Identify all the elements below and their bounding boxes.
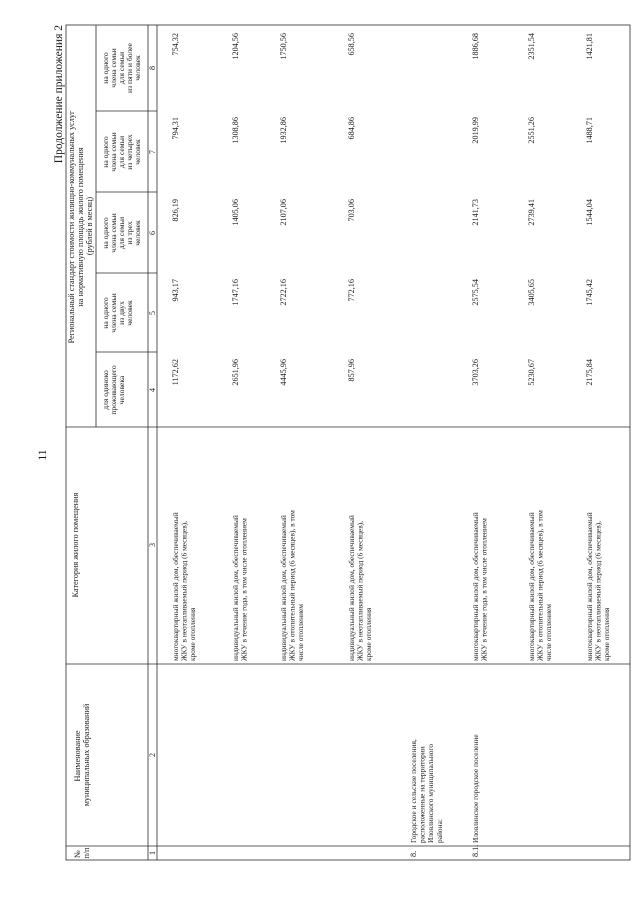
cost-value: 772,16: [347, 279, 356, 302]
cost-value: 4445,96: [279, 359, 288, 386]
subcolumn-header-5: на одногочлена семьииз двухчеловек: [101, 293, 134, 333]
cost-value: 1421,81: [585, 33, 594, 60]
subcolumn-header-6: на одногочлена семьидля семьииз трехчеловек: [101, 213, 142, 253]
column-number: 2: [148, 753, 157, 757]
cost-value: 1544,04: [585, 199, 594, 226]
column-number: 8: [148, 66, 157, 70]
table-row: [231, 33, 249, 661]
subcolumn-header-4: для одинокопроживающегочеловека: [101, 365, 126, 415]
table-row: [527, 33, 553, 661]
header-col-name: Наименование муниципальных образований: [73, 703, 91, 807]
cost-value: 2739,41: [527, 199, 536, 226]
cost-value: 2175,84: [585, 359, 594, 386]
cost-value: 2141,73: [471, 199, 480, 226]
cost-value: 3405,65: [527, 279, 536, 306]
cost-value: 857,96: [347, 359, 356, 382]
cost-value: 1886,68: [471, 33, 480, 60]
municipality-name: Иловлинское городское поселение: [471, 734, 480, 843]
cost-value: 2651,96: [231, 359, 240, 386]
header-subcolumns: [101, 42, 142, 414]
column-number: 1: [148, 851, 157, 855]
cost-value: 703,06: [347, 199, 356, 222]
cost-value: 794,31: [171, 117, 180, 140]
housing-category: индивидуальный жилой дом, обеспечиваемыйЖКУ в отопительный период (6 месяцев), в томчисле отоплением: [279, 510, 306, 661]
cost-value: 2019,99: [471, 117, 480, 144]
table-body: [171, 33, 640, 857]
cost-value: 1308,86: [231, 117, 240, 144]
cost-value: 2551,26: [527, 117, 536, 144]
table-header: [67, 42, 157, 858]
cost-value: 2107,06: [279, 199, 288, 226]
column-number: 6: [148, 231, 157, 235]
cost-value: 943,17: [171, 279, 180, 302]
cost-value: 3703,26: [471, 359, 480, 386]
column-number: 4: [148, 388, 157, 392]
cost-value: 1488,71: [585, 117, 594, 144]
header-col-category: Категория жилого помещения: [71, 492, 80, 598]
appendix-label: Продолжение приложения 2: [53, 25, 65, 164]
housing-category: многоквартирный жилой дом, обеспечиваемыйЖКУ в течение года, в том числе отоплением: [471, 512, 489, 661]
column-number: 7: [148, 150, 157, 154]
municipality-name: Городское и сельские поселения,расположенные на территорииИловлинского муниципальногорайона:: [409, 739, 444, 843]
cost-value: 2575,54: [471, 279, 480, 306]
cost-value: 1932,86: [279, 117, 288, 144]
cost-value: 5230,67: [527, 359, 536, 386]
cost-value: 658,56: [347, 33, 356, 56]
column-number: 3: [148, 543, 157, 547]
table-row: [585, 33, 611, 661]
housing-category: многоквартирный жилой дом, обеспечиваемыйЖКУ в неотапливаемый период (6 месяцев),кроме отопления: [585, 512, 612, 661]
subcolumn-header-7: на одногочлена семьидля семьииз четырехчеловек: [101, 132, 142, 172]
cost-value: 684,86: [347, 117, 356, 140]
table-row: [347, 33, 373, 661]
row-number: 8.: [409, 850, 418, 857]
cost-value: 2722,16: [279, 279, 288, 306]
cost-value: 1405,06: [231, 199, 240, 226]
cost-value: 1745,42: [585, 279, 594, 306]
table-row: [279, 33, 305, 661]
housing-category: многоквартирный жилой дом, обеспечиваемыйЖКУ в неотапливаемый период (6 месяцев),кроме отопления: [171, 512, 198, 661]
cost-value: 1750,56: [279, 33, 288, 60]
cost-value: 1172,62: [171, 359, 180, 386]
page-number: 11: [37, 449, 49, 461]
subcolumn-header-8: на одногочлена семьидля семьииз пяти и болеечеловек: [101, 43, 142, 93]
cost-value: 2351,54: [527, 33, 536, 60]
row-number: 8.1.: [471, 844, 480, 857]
table-row: [171, 33, 197, 661]
column-numbers-row: [148, 66, 157, 855]
header-col-no: № п/п: [73, 847, 91, 859]
cost-value: 1747,16: [231, 279, 240, 306]
cost-value: 754,32: [171, 33, 180, 56]
cost-value: 1204,56: [231, 33, 240, 60]
housing-category: индивидуальный жилой дом, обеспечиваемыйЖКУ в неотапливаемый период (6 месяцев),кроме отопления: [347, 515, 374, 661]
header-group-title: Региональный стандарт стоимости жилищно-коммунальных услуг на нормативную площадь жилого помещения (рублей в месяц): [67, 110, 94, 344]
cost-value: 826,19: [171, 199, 180, 222]
column-number: 5: [148, 311, 157, 315]
housing-category: индивидуальный жилой дом, обеспечиваемыйЖКУ в течение года, в том числе отоплением: [231, 515, 249, 661]
table-row: [471, 33, 489, 857]
table-row: [409, 739, 444, 857]
housing-category: многоквартирный жилой дом, обеспечиваемыйЖКУ в отопительный период (6 месяцев), в томчисле отоплением: [527, 510, 554, 661]
